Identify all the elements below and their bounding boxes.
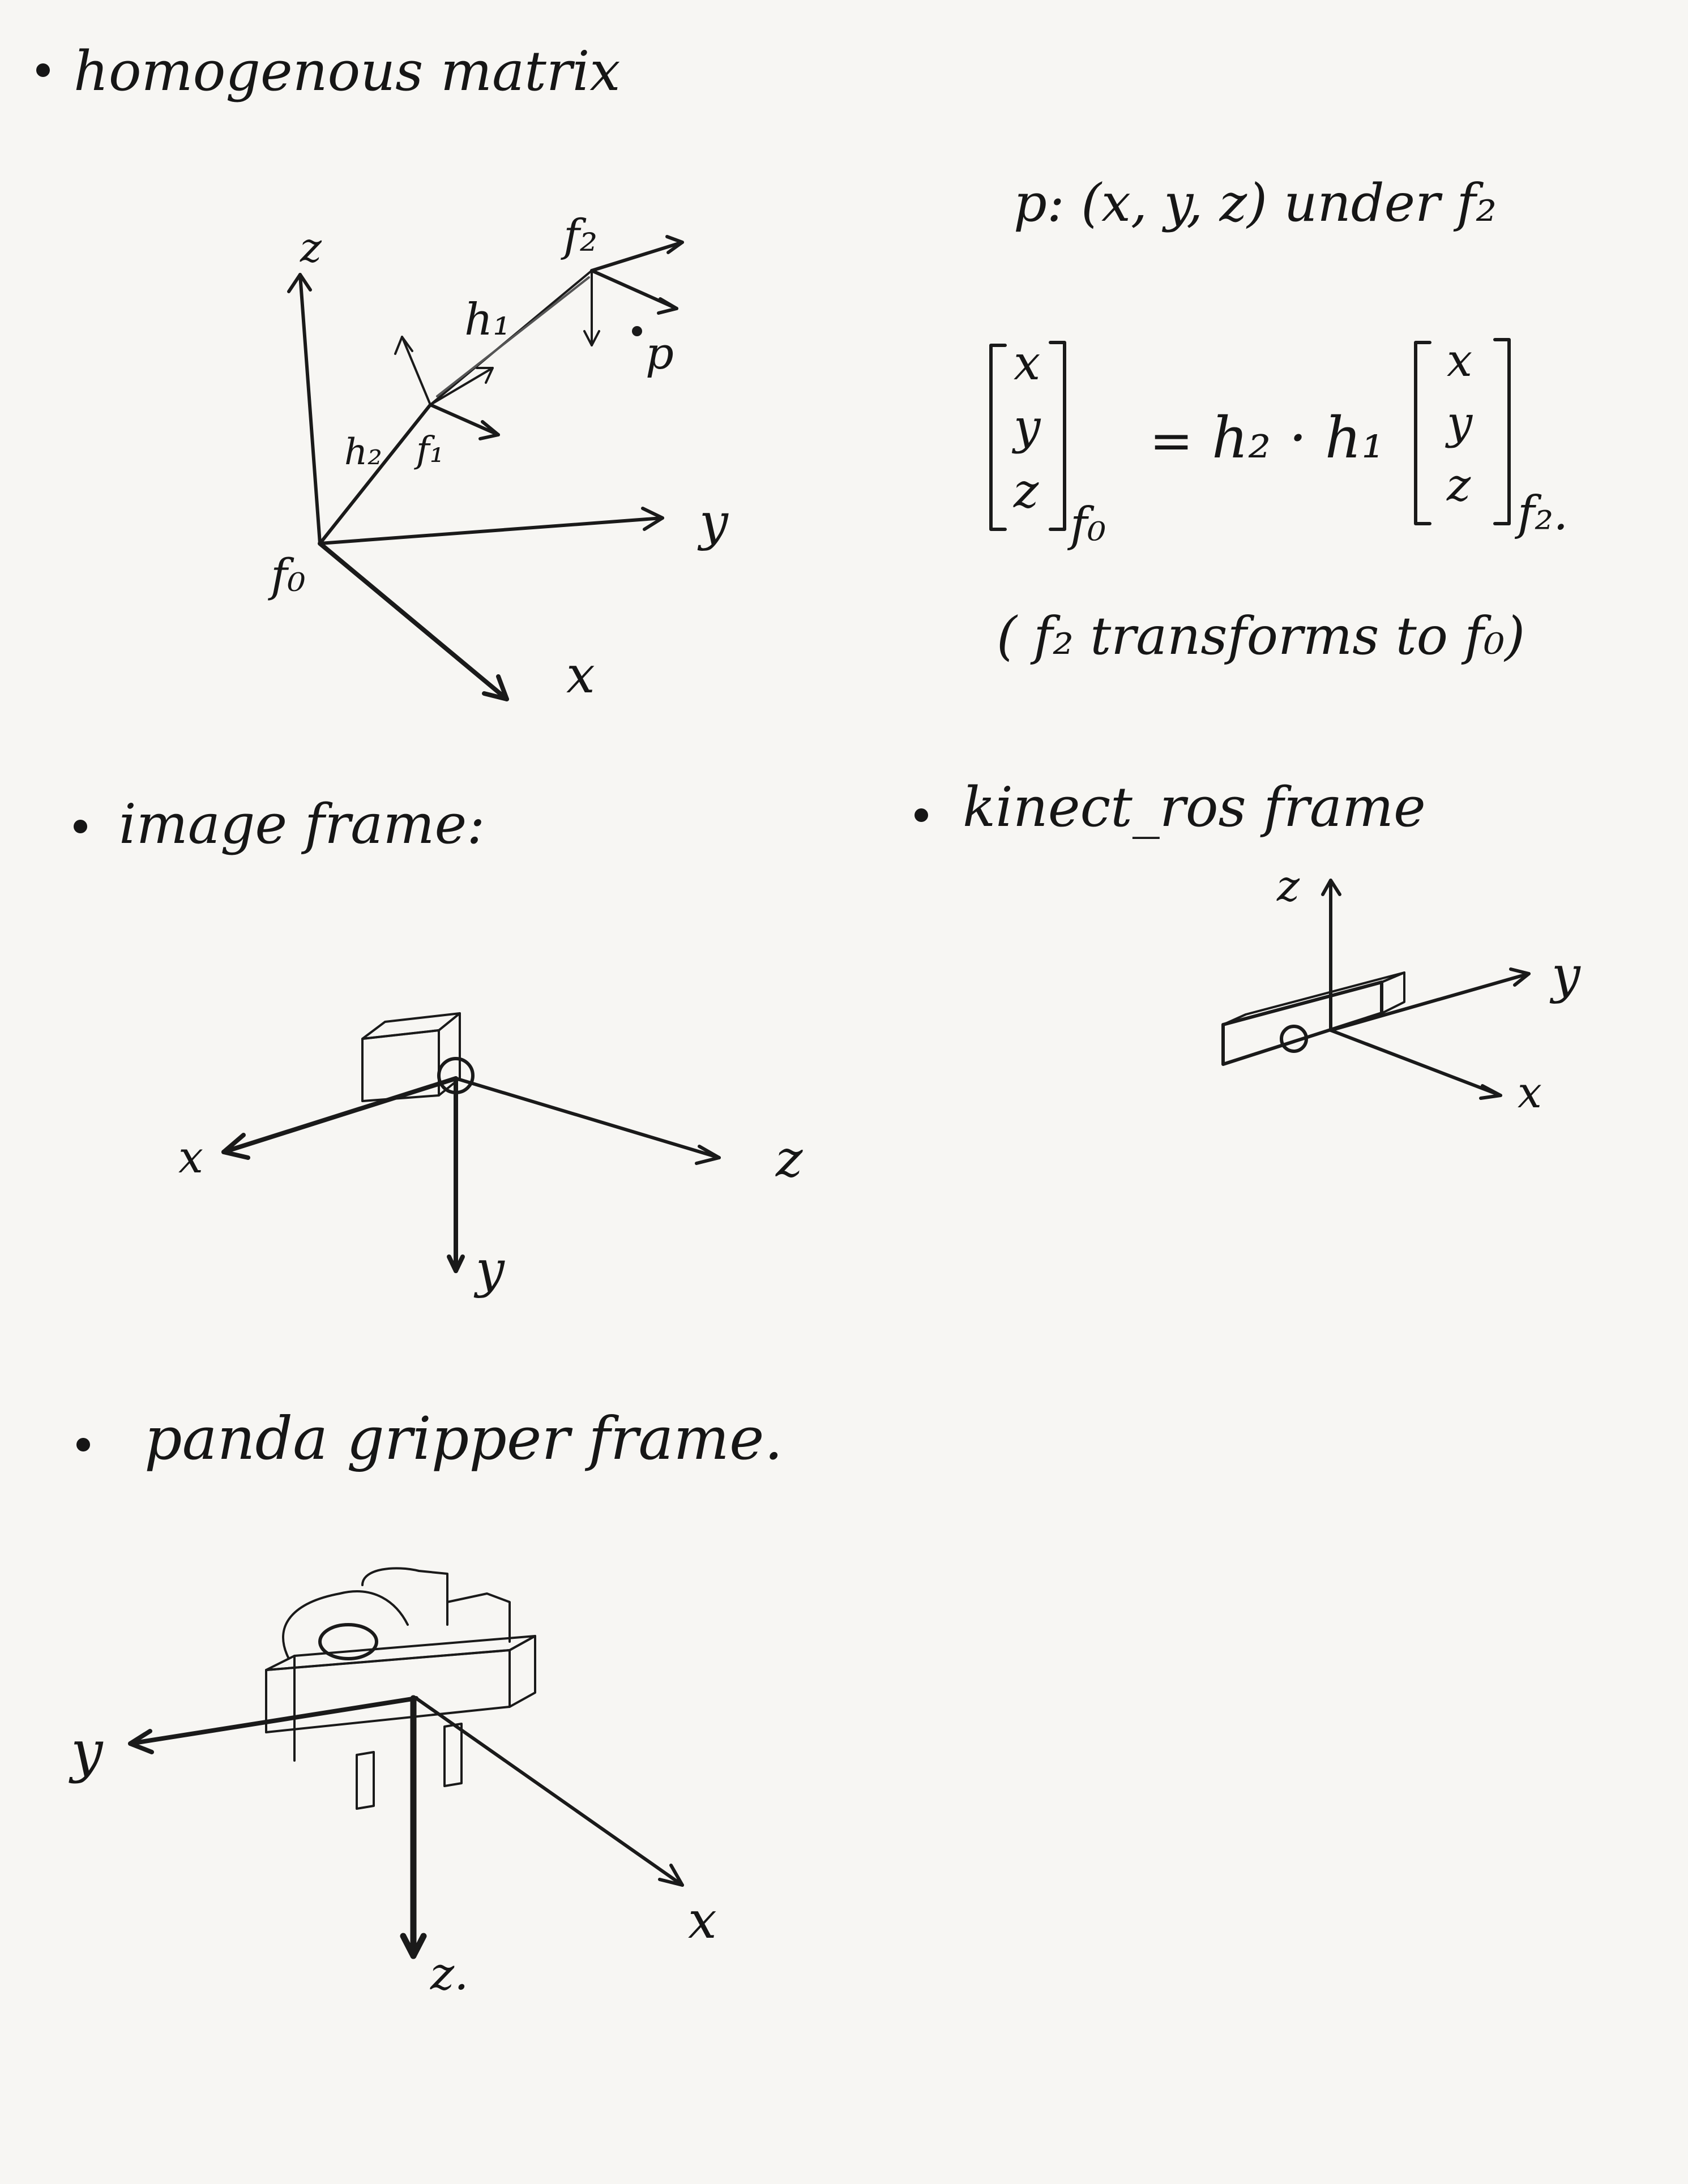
label-f0-x: x — [566, 645, 595, 705]
label-f1: f₁ — [416, 429, 445, 471]
heading-panda-gripper-frame: panda gripper frame. — [144, 1404, 783, 1473]
label-f0: f₀ — [271, 549, 306, 602]
label-h2: h₂ — [344, 431, 382, 473]
formula-point-definition: p: (x, y, z) under f₂ — [1014, 173, 1497, 233]
gripper-cable-guide — [447, 1594, 510, 1642]
formula-note: ( f₂ transforms to f₀) — [997, 606, 1525, 666]
label-kinect-y: y — [1552, 945, 1580, 1005]
gripper-motor-circle — [320, 1625, 377, 1659]
label-panda-z: z. — [430, 1947, 469, 2000]
label-panda-x: x — [688, 1891, 717, 1950]
rhs-entry-x: x — [1447, 334, 1473, 387]
gripper-left-finger — [357, 1752, 374, 1809]
formula-operators: h₂ · h₁ — [1212, 405, 1384, 471]
heading-kinect-ros-frame: kinect_ros frame — [963, 776, 1426, 839]
gripper-top-cap — [362, 1568, 447, 1625]
label-kinect-z: z — [1277, 860, 1300, 911]
label-f0-y: y — [699, 493, 728, 552]
lhs-entry-z: z — [1014, 463, 1039, 519]
label-f0-z: z — [300, 224, 322, 271]
lhs-frame-label: f₀ — [1070, 498, 1106, 552]
label-image-x: x — [178, 1132, 203, 1183]
gripper-base-side — [510, 1636, 535, 1707]
heading-homogenous-matrix: homogenous matrix — [74, 40, 621, 103]
rhs-entry-z: z — [1447, 459, 1471, 511]
label-image-y: y — [476, 1240, 505, 1299]
heading-image-frame: image frame: — [119, 793, 485, 856]
gripper-right-finger — [445, 1724, 461, 1786]
rhs-entry-y: y — [1447, 396, 1473, 449]
lhs-entry-y: y — [1014, 399, 1041, 455]
gripper-base-top — [266, 1636, 535, 1670]
label-panda-y: y — [71, 1718, 103, 1784]
label-p: p — [646, 328, 674, 379]
formula-equals: = — [1149, 410, 1194, 471]
label-image-z: z — [776, 1129, 803, 1189]
lhs-entry-x: x — [1014, 335, 1041, 391]
rhs-frame-label: f₂. — [1518, 487, 1569, 541]
label-f2: f₂ — [563, 211, 598, 262]
panda-x-axis — [416, 1698, 682, 1885]
label-kinect-x: x — [1518, 1067, 1542, 1117]
gripper-base-front — [266, 1650, 510, 1732]
label-h1: h₁ — [464, 294, 511, 345]
